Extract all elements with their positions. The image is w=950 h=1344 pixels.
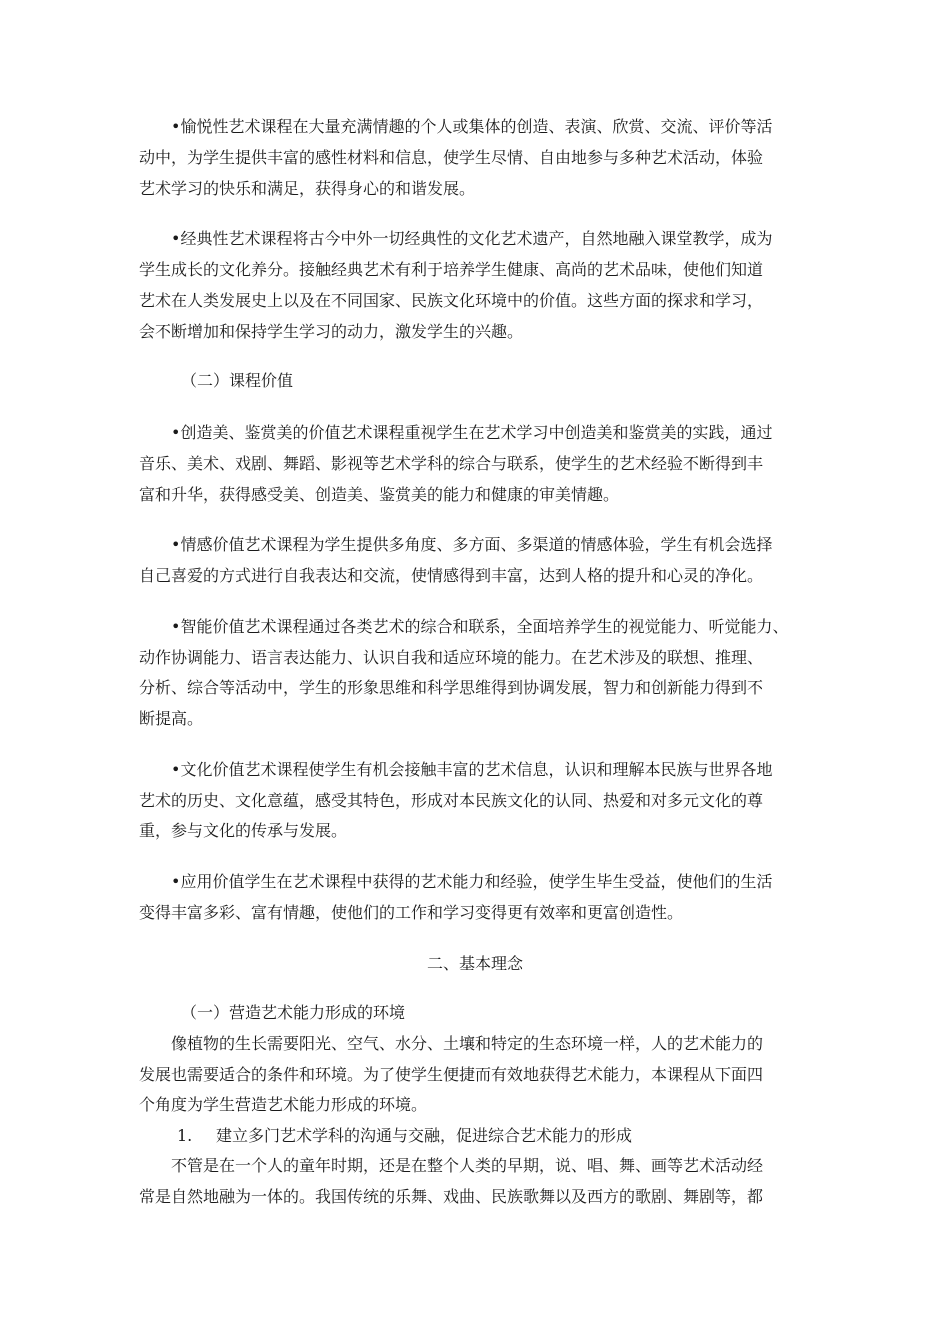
paragraph-culture-line-2: 艺术的历史、文化意蕴，感受其特色，形成对本民族文化的认同、热爱和对多元文化的尊 — [139, 791, 764, 810]
paragraph-intellect-line-2: 动作协调能力、语言表达能力、认识自我和适应环境的能力。在艺术涉及的联想、推理、 — [139, 648, 764, 667]
paragraph-joyful-line-1: •愉悦性艺术课程在大量充满情趣的个人或集体的创造、表演、欣赏、交流、评价等活 — [171, 117, 773, 136]
paragraph-environment-line-2: 发展也需要适合的条件和环境。为了使学生便捷而有效地获得艺术能力，本课程从下面四 — [139, 1065, 764, 1084]
paragraph-beauty-line-2: 音乐、美术、戏剧、舞蹈、影视等艺术学科的综合与联系，使学生的艺术经验不断得到丰 — [139, 454, 764, 473]
paragraph-environment-line-1: 像植物的生长需要阳光、空气、水分、土壤和特定的生态环境一样，人的艺术能力的 — [171, 1034, 764, 1053]
paragraph-classic-line-1: •经典性艺术课程将古今中外一切经典性的文化艺术遗产，自然地融入课堂教学，成为 — [171, 229, 773, 248]
paragraph-culture-line-1: •文化价值艺术课程使学生有机会接触丰富的艺术信息，认识和理解本民族与世界各地 — [171, 760, 773, 779]
paragraph-intellect-line-3: 分析、综合等活动中，学生的形象思维和科学思维得到协调发展，智力和创新能力得到不 — [139, 678, 764, 697]
paragraph-classic-line-2: 学生成长的文化养分。接触经典艺术有利于培养学生健康、高尚的艺术品味，使他们知道 — [139, 260, 764, 279]
list-item-text: 建立多门艺术学科的沟通与交融，促进综合艺术能力的形成 — [216, 1126, 633, 1145]
paragraph-childhood-line-2: 常是自然地融为一体的。我国传统的乐舞、戏曲、民族歌舞以及西方的歌剧、舞剧等，都 — [139, 1187, 764, 1206]
paragraph-intellect-line-1: •智能价值艺术课程通过各类艺术的综合和联系，全面培养学生的视觉能力、听觉能力、 — [171, 617, 789, 636]
paragraph-beauty-line-3: 富和升华，获得感受美、创造美、鉴赏美的能力和健康的审美情趣。 — [139, 485, 620, 504]
paragraph-application-line-2: 变得丰富多彩、富有情趣，使他们的工作和学习变得更有效率和更富创造性。 — [139, 903, 684, 922]
paragraph-childhood-line-1: 不管是在一个人的童年时期，还是在整个人类的早期，说、唱、舞、画等艺术活动经 — [171, 1156, 764, 1175]
paragraph-emotion-line-1: •情感价值艺术课程为学生提供多角度、多方面、多渠道的情感体验，学生有机会选择 — [171, 535, 773, 554]
paragraph-classic-line-3: 艺术在人类发展史上以及在不同国家、民族文化环境中的价值。这些方面的探求和学习， — [139, 291, 764, 310]
subsection-heading-environment: （一）营造艺术能力形成的环境 — [181, 1003, 406, 1022]
paragraph-environment-line-3: 个角度为学生营造艺术能力形成的环境。 — [139, 1095, 428, 1114]
section-heading-basic-concept: 二、基本理念 — [426, 954, 523, 973]
list-item-number: 1. — [177, 1126, 193, 1145]
paragraph-intellect-line-4: 断提高。 — [139, 709, 204, 728]
section-heading-course-value: （二）课程价值 — [181, 371, 294, 390]
paragraph-beauty-line-1: •创造美、鉴赏美的价值艺术课程重视学生在艺术学习中创造美和鉴赏美的实践，通过 — [171, 423, 773, 442]
paragraph-application-line-1: •应用价值学生在艺术课程中获得的艺术能力和经验，使学生毕生受益，使他们的生活 — [171, 872, 773, 891]
paragraph-joyful-line-2: 动中，为学生提供丰富的感性材料和信息，使学生尽情、自由地参与多种艺术活动，体验 — [139, 148, 764, 167]
paragraph-emotion-line-2: 自己喜爱的方式进行自我表达和交流，使情感得到丰富，达到人格的提升和心灵的净化。 — [139, 566, 764, 585]
paragraph-classic-line-4: 会不断增加和保持学生学习的动力，激发学生的兴趣。 — [139, 322, 524, 341]
paragraph-culture-line-3: 重，参与文化的传承与发展。 — [139, 821, 348, 840]
paragraph-joyful-line-3: 艺术学习的快乐和满足，获得身心的和谐发展。 — [139, 179, 476, 198]
